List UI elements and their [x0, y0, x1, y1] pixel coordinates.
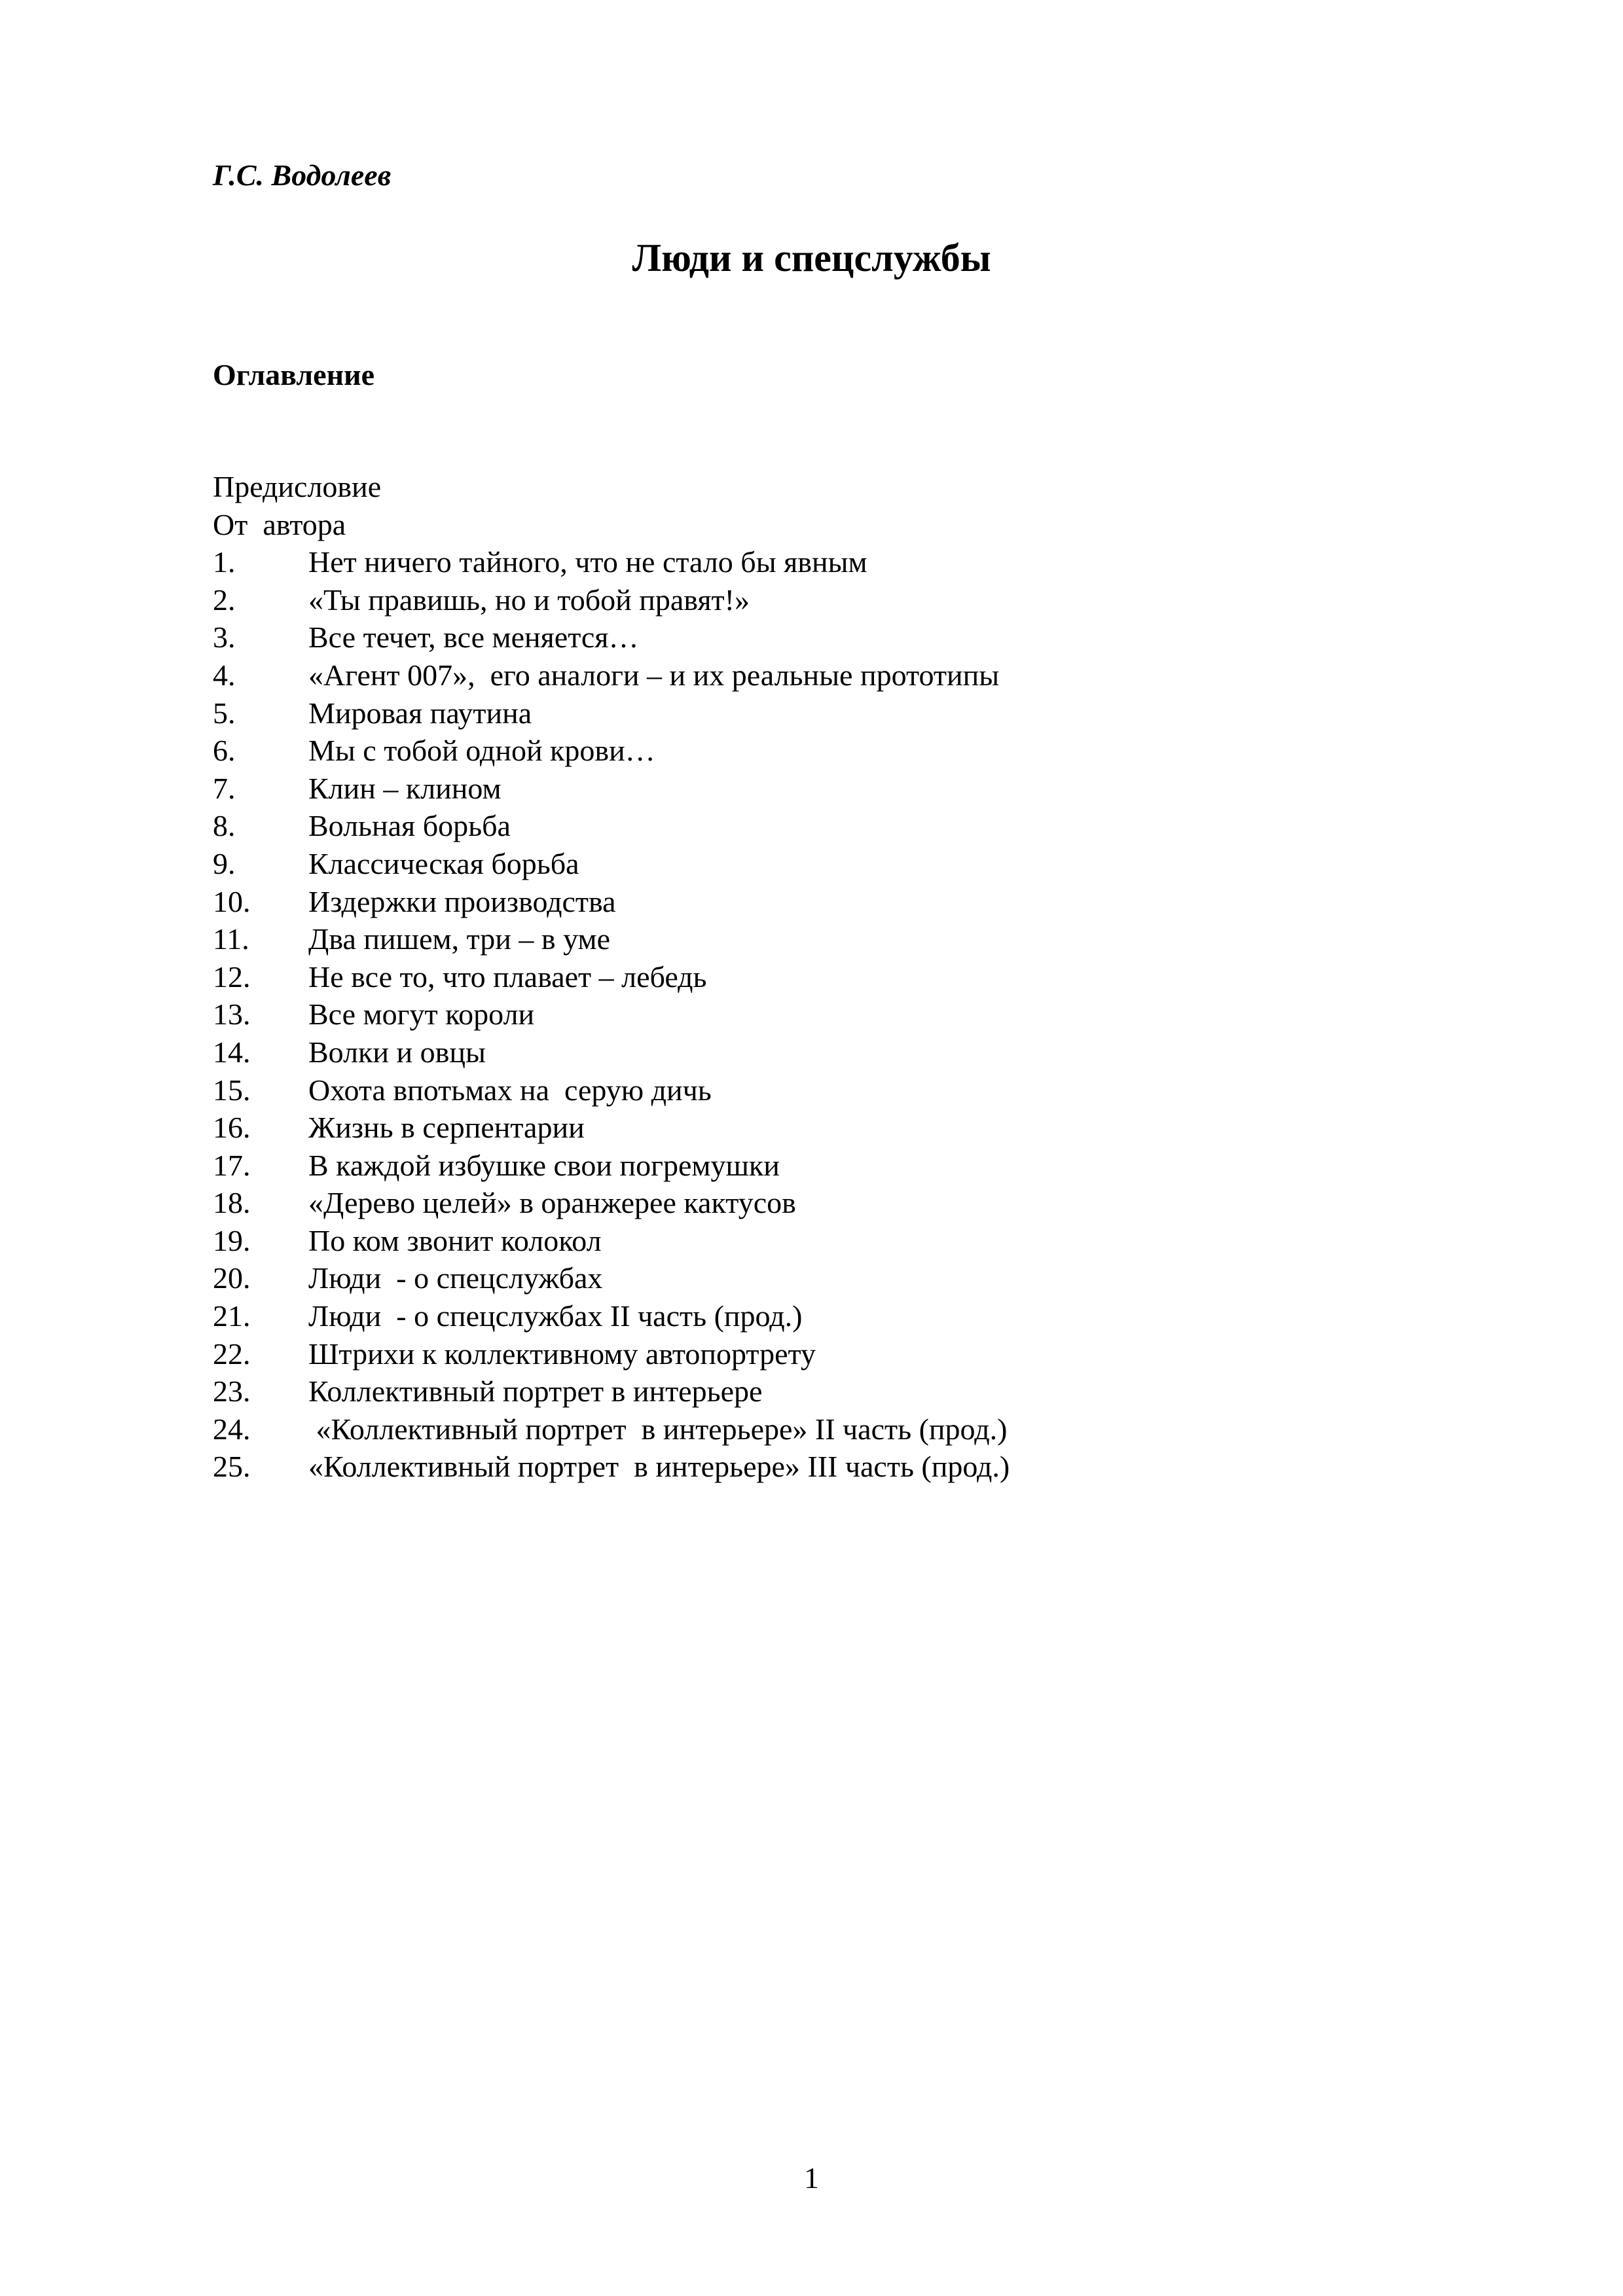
toc-item[interactable] [213, 807, 1010, 845]
toc-item-number: 5. [213, 696, 236, 730]
toc-item[interactable] [213, 581, 1010, 619]
toc-item-number: 8. [213, 809, 236, 843]
toc-item-number: 15. [213, 1073, 251, 1107]
toc-item-number: 19. [213, 1223, 251, 1257]
toc-item[interactable] [213, 1372, 1010, 1410]
toc-item-label: В каждой избушке свои погремушки [308, 1148, 780, 1182]
page-number: 1 [804, 2161, 819, 2195]
document-title: Люди и спецслужбы [632, 236, 991, 279]
toc-item[interactable] [213, 1448, 1010, 1486]
toc-item-number: 7. [213, 771, 236, 805]
toc-item-number: 11. [213, 922, 249, 956]
toc-item[interactable] [213, 619, 1010, 656]
toc-item-label: По ком звонит колокол [308, 1223, 602, 1257]
toc-item[interactable] [213, 845, 1010, 883]
toc-item-number: 14. [213, 1035, 251, 1069]
toc-item-number: 24. [213, 1412, 251, 1446]
toc-item-number: 1. [213, 545, 236, 579]
toc-item-label: Предисловие [213, 470, 382, 503]
toc-item-label: Коллективный портрет в интерьере [308, 1374, 763, 1408]
toc-item[interactable] [213, 1071, 1010, 1109]
toc-item-number: 17. [213, 1148, 251, 1182]
toc-item[interactable] [213, 543, 1010, 581]
toc-item-label: Издержки производства [308, 884, 616, 918]
toc-heading: Оглавление [213, 358, 375, 391]
toc-item-label: Мировая паутина [308, 696, 532, 730]
toc-item-number: 23. [213, 1374, 251, 1408]
toc-item[interactable] [213, 1033, 1010, 1071]
toc-item[interactable] [213, 1184, 1010, 1222]
toc-item-label: «Коллективный портрет в интерьере» III часть (прод.) [308, 1450, 1010, 1484]
toc-item-label: Волки и овцы [308, 1035, 486, 1069]
toc-item[interactable] [213, 732, 1010, 770]
toc-item-label: «Коллективный портрет в интерьере» II часть (прод.) [308, 1412, 1008, 1446]
toc-item-number: 21. [213, 1299, 251, 1333]
toc-item-number: 6. [213, 734, 236, 768]
toc-item-number: 10. [213, 884, 251, 918]
table-of-contents [213, 468, 1010, 1486]
toc-item-number: 22. [213, 1336, 251, 1371]
toc-item-preface[interactable] [213, 468, 1010, 506]
toc-item-label: Люди - о спецслужбах II часть (прод.) [308, 1299, 803, 1333]
toc-item-label: Все течет, все меняется… [308, 620, 639, 655]
toc-item-number: 18. [213, 1186, 251, 1220]
toc-item-label: Клин – клином [308, 771, 501, 805]
toc-item-label: Штрихи к коллективному автопортрету [308, 1336, 816, 1371]
toc-item-label: Два пишем, три – в уме [308, 922, 611, 956]
toc-item-number: 3. [213, 620, 236, 655]
toc-item-number: 4. [213, 658, 236, 692]
toc-item-label: Вольная борьба [308, 809, 511, 843]
toc-item-number: 9. [213, 846, 236, 880]
toc-item-number: 20. [213, 1261, 251, 1295]
toc-item-label: Нет ничего тайного, что не стало бы явным [308, 545, 867, 579]
toc-item-label: От автора [213, 507, 346, 541]
toc-item-label: «Ты правишь, но и тобой правят!» [308, 583, 750, 617]
toc-item-number: 2. [213, 583, 236, 617]
toc-item-from-author[interactable] [213, 506, 1010, 544]
toc-item[interactable] [213, 770, 1010, 808]
toc-item-label: Жизнь в серпентарии [308, 1111, 585, 1145]
toc-item[interactable] [213, 1147, 1010, 1185]
toc-item[interactable] [213, 1222, 1010, 1260]
toc-item-label: Охота впотьмах на серую дичь [308, 1073, 712, 1107]
toc-item-number: 25. [213, 1450, 251, 1484]
toc-item[interactable] [213, 694, 1010, 732]
toc-item-label: «Дерево целей» в оранжерее кактусов [308, 1186, 796, 1220]
toc-item[interactable] [213, 958, 1010, 996]
author-name: Г.С. Водолеев [213, 158, 392, 192]
toc-item-number: 12. [213, 960, 251, 994]
toc-item[interactable] [213, 883, 1010, 921]
toc-item[interactable] [213, 996, 1010, 1033]
toc-item-label: Классическая борьба [308, 846, 579, 880]
toc-item-label: «Агент 007», его аналоги – и их реальные прототипы [308, 658, 1000, 692]
toc-item[interactable] [213, 1109, 1010, 1147]
toc-item-label: Люди - о спецслужбах [308, 1261, 603, 1295]
toc-item[interactable] [213, 656, 1010, 694]
toc-item-label: Все могут короли [308, 997, 535, 1031]
toc-item[interactable] [213, 1259, 1010, 1297]
toc-item-label: Не все то, что плавает – лебедь [308, 960, 707, 994]
toc-item-number: 13. [213, 997, 251, 1031]
toc-item[interactable] [213, 1410, 1010, 1448]
toc-item-number: 16. [213, 1111, 251, 1145]
toc-item[interactable] [213, 1297, 1010, 1335]
toc-item[interactable] [213, 920, 1010, 958]
toc-item-label: Мы с тобой одной крови… [308, 734, 655, 768]
toc-item[interactable] [213, 1335, 1010, 1373]
